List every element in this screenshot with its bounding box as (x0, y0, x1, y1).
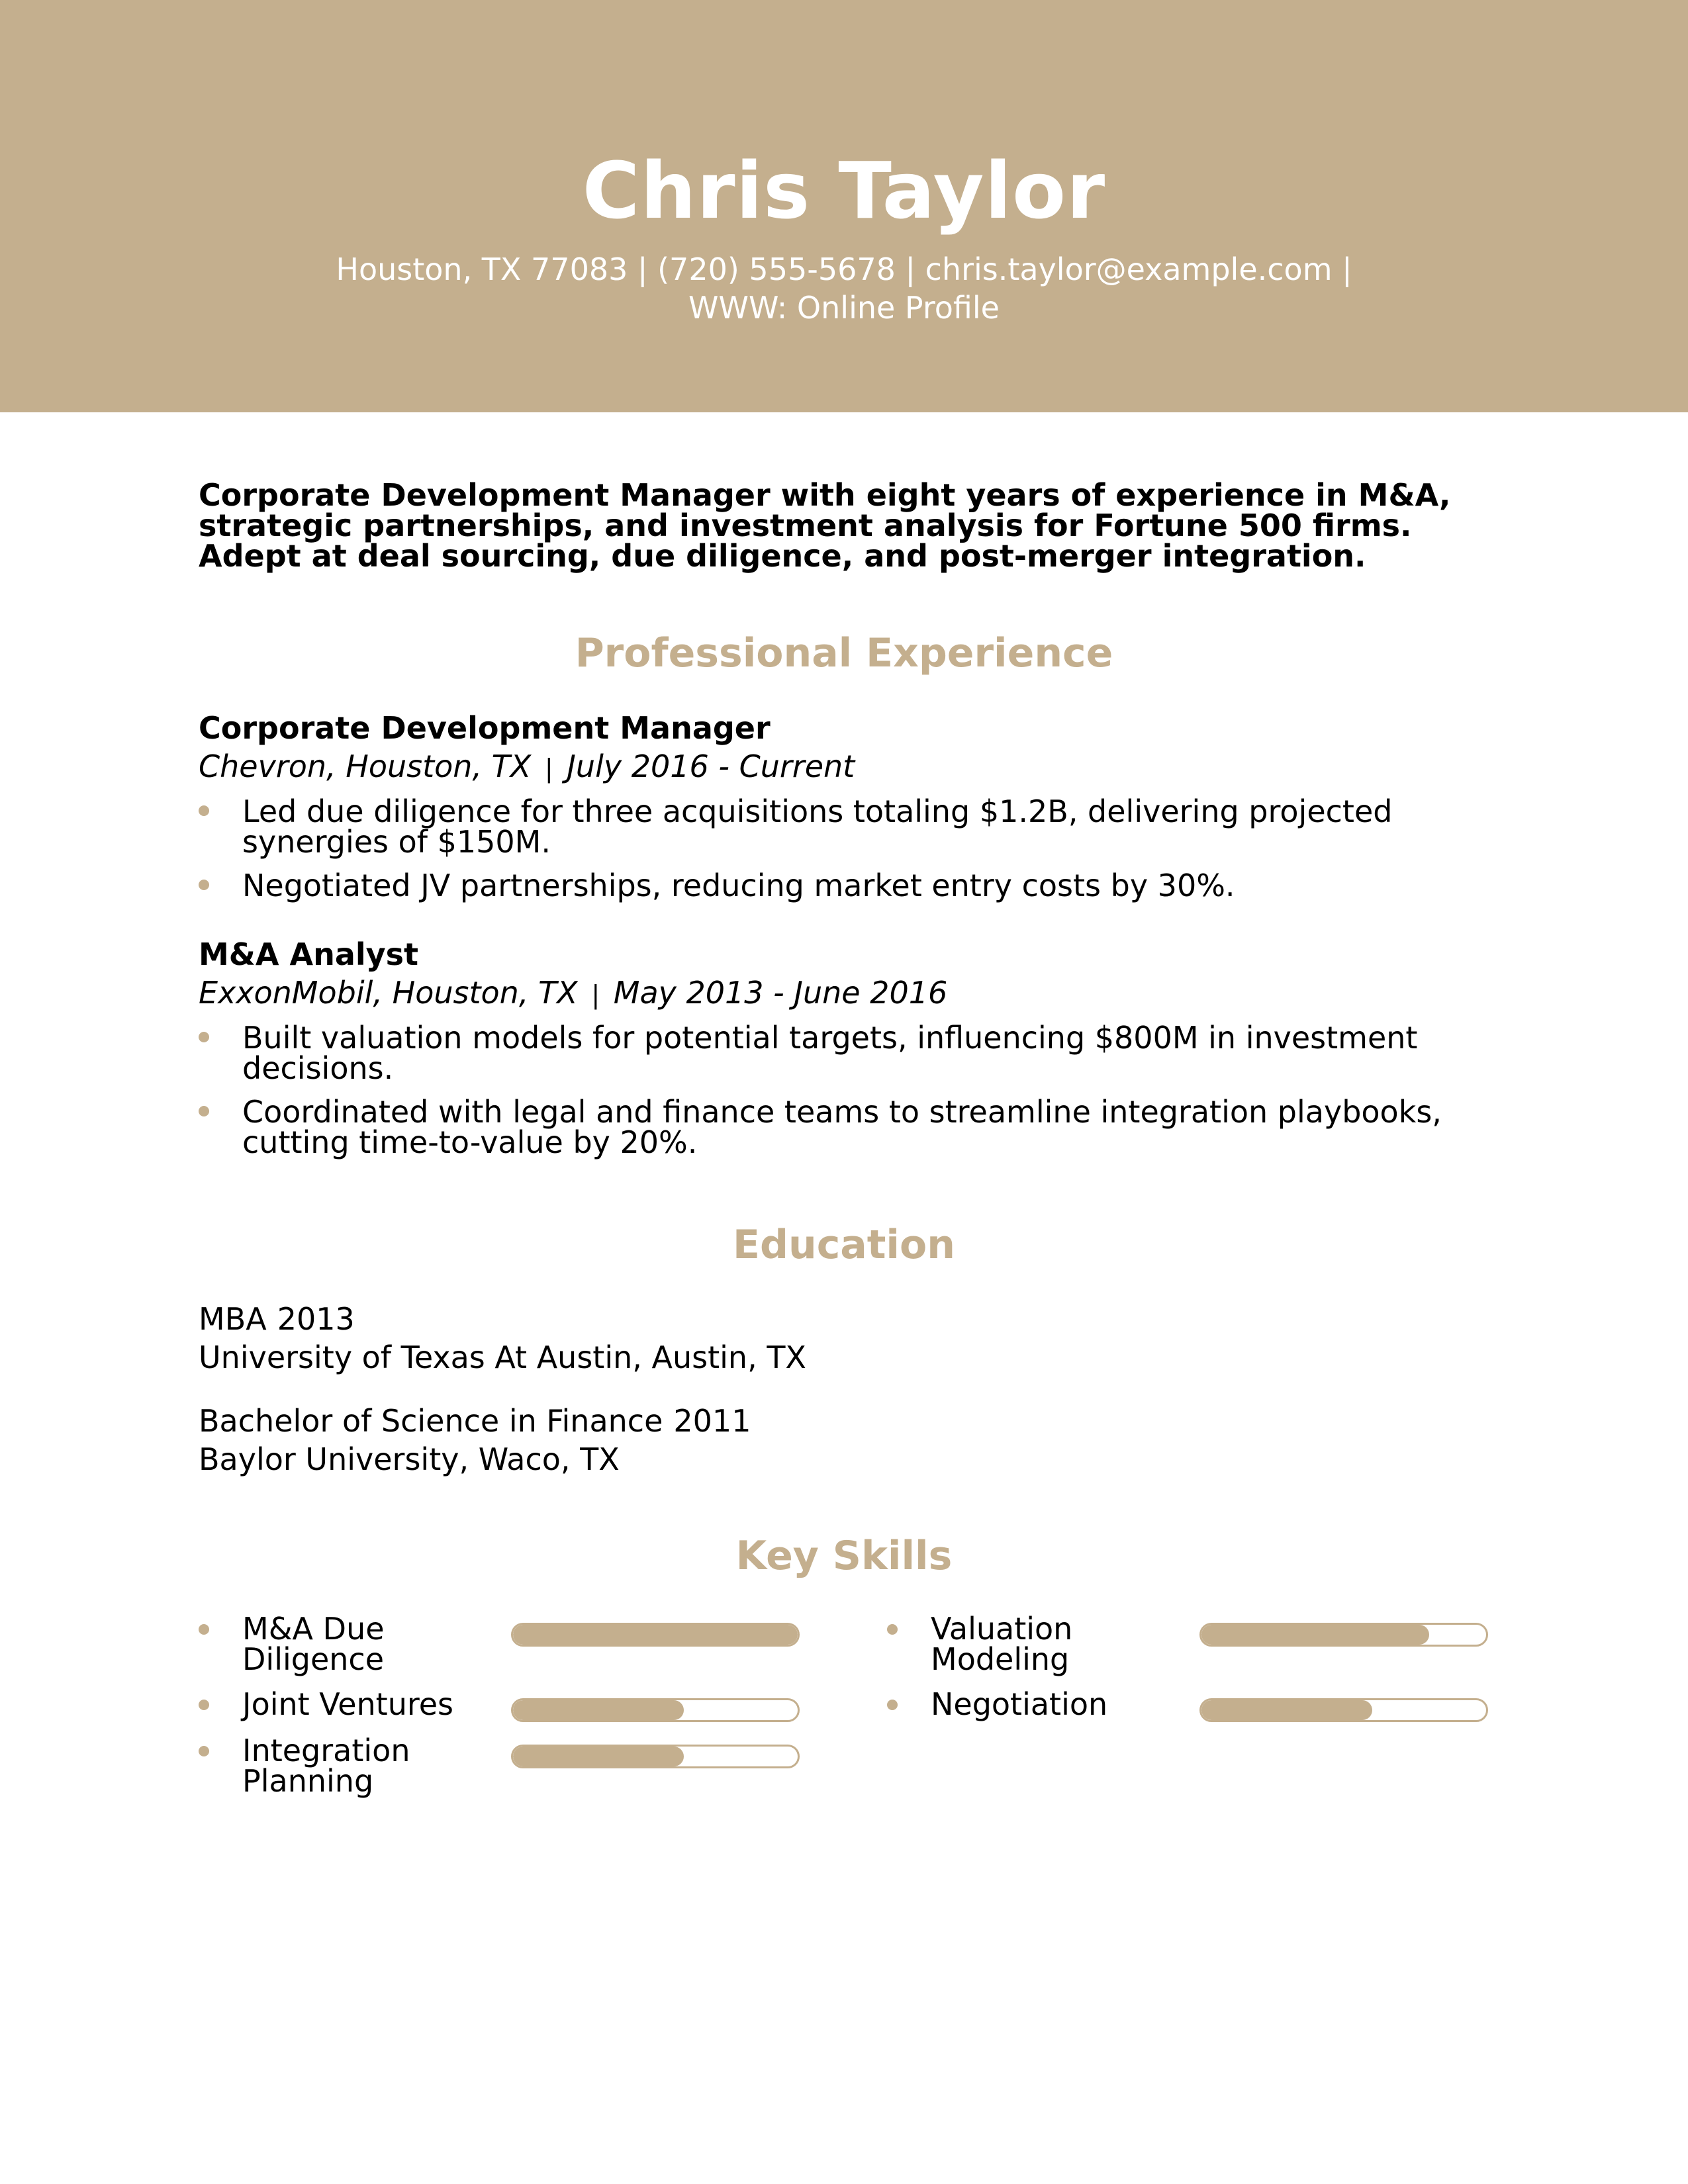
education-degree-line (199, 1402, 1489, 1440)
job-bullet (199, 794, 1467, 860)
skill-level-bar (1199, 1698, 1488, 1722)
contact-info (265, 250, 1423, 327)
skill-item (199, 1611, 794, 1681)
job-company: ExxonMobil, Houston, TX (199, 975, 578, 1011)
skill-level-bar (511, 1745, 800, 1768)
education-degree-line (199, 1300, 1489, 1338)
job-title: M&A Analyst (199, 936, 419, 972)
education-school: Baylor University, Waco, TX (199, 1441, 620, 1477)
job-meta (199, 748, 1489, 787)
job-meta-separator: | (591, 980, 600, 1009)
job-meta (199, 974, 1489, 1013)
skill-item (887, 1611, 1483, 1681)
bullet-dot-icon (199, 1032, 209, 1042)
job-entry (199, 709, 1489, 914)
education-school: University of Texas At Austin, Austin, TX (199, 1340, 806, 1375)
header-banner (0, 0, 1688, 412)
candidate-name: Chris Taylor (582, 145, 1106, 236)
skill-name: Integration Planning (242, 1733, 410, 1799)
section-title-education: Education (733, 1222, 955, 1268)
skill-name: M&A Due Diligence (242, 1611, 385, 1677)
skill-name: Valuation Modeling (931, 1611, 1073, 1677)
skill-level-fill (513, 1747, 684, 1766)
job-dates: May 2013 - June 2016 (613, 975, 948, 1011)
skill-item (199, 1733, 794, 1803)
job-bullet-text: Negotiated JV partnerships, reducing market entry costs by 30%. (242, 868, 1235, 903)
skill-level-fill (1201, 1700, 1372, 1720)
job-title: Corporate Development Manager (199, 710, 771, 746)
skill-item (887, 1686, 1483, 1756)
skill-name: Joint Ventures (242, 1686, 454, 1722)
skill-name: Negotiation (931, 1686, 1108, 1722)
bullet-dot-icon (199, 1106, 209, 1116)
job-company: Chevron, Houston, TX (199, 749, 532, 784)
education-year: 2013 (277, 1301, 355, 1337)
bullet-dot-icon (199, 805, 209, 816)
professional-summary: Corporate Development Manager with eight years of experience in M&A, strategic partnerships, and investment analysis for Fortune 500 firms. Adept at deal sourcing, due diligence, and post-merger integration. (199, 477, 1451, 574)
job-bullet-text: Built valuation models for potential targets, influencing $800M in investment decisions. (242, 1020, 1418, 1086)
job-bullet-text: Led due diligence for three acquisitions totaling $1.2B, delivering projected synergies of $150M. (242, 794, 1393, 860)
bullet-dot-icon (887, 1700, 898, 1710)
skill-level-bar (511, 1698, 800, 1722)
contact-line-1: Houston, TX 77083 | (720) 555-5678 | chris.taylor@example.com | (336, 251, 1352, 287)
job-dates: July 2016 - Current (567, 749, 855, 784)
section-title-skills: Key Skills (735, 1533, 953, 1579)
skill-level-fill (513, 1700, 684, 1720)
skill-level-bar (511, 1623, 800, 1647)
job-bullets (199, 1020, 1489, 1160)
education-entry (199, 1300, 1489, 1377)
job-bullet (199, 1094, 1467, 1160)
education-year: 2011 (673, 1403, 751, 1439)
education-entry (199, 1402, 1489, 1479)
skill-level-fill (513, 1625, 798, 1645)
skill-level-bar (1199, 1623, 1488, 1647)
education-degree: MBA (199, 1301, 267, 1337)
bullet-dot-icon (199, 1624, 209, 1635)
bullet-dot-icon (887, 1624, 898, 1635)
bullet-dot-icon (199, 1746, 209, 1756)
job-bullet (199, 1020, 1467, 1086)
education-degree: Bachelor of Science in Finance (199, 1403, 663, 1439)
job-bullet (199, 870, 1467, 901)
section-title-experience: Professional Experience (575, 630, 1113, 676)
job-bullets (199, 796, 1489, 901)
bullet-dot-icon (199, 1700, 209, 1710)
bullet-dot-icon (199, 880, 209, 890)
job-meta-separator: | (544, 754, 553, 783)
job-entry (199, 936, 1489, 1171)
skill-level-fill (1201, 1625, 1429, 1645)
job-bullet-text: Coordinated with legal and finance teams to streamline integration playbooks, cutting time-to-value by 20%. (242, 1094, 1442, 1160)
contact-line-2: WWW: Online Profile (688, 290, 1000, 326)
